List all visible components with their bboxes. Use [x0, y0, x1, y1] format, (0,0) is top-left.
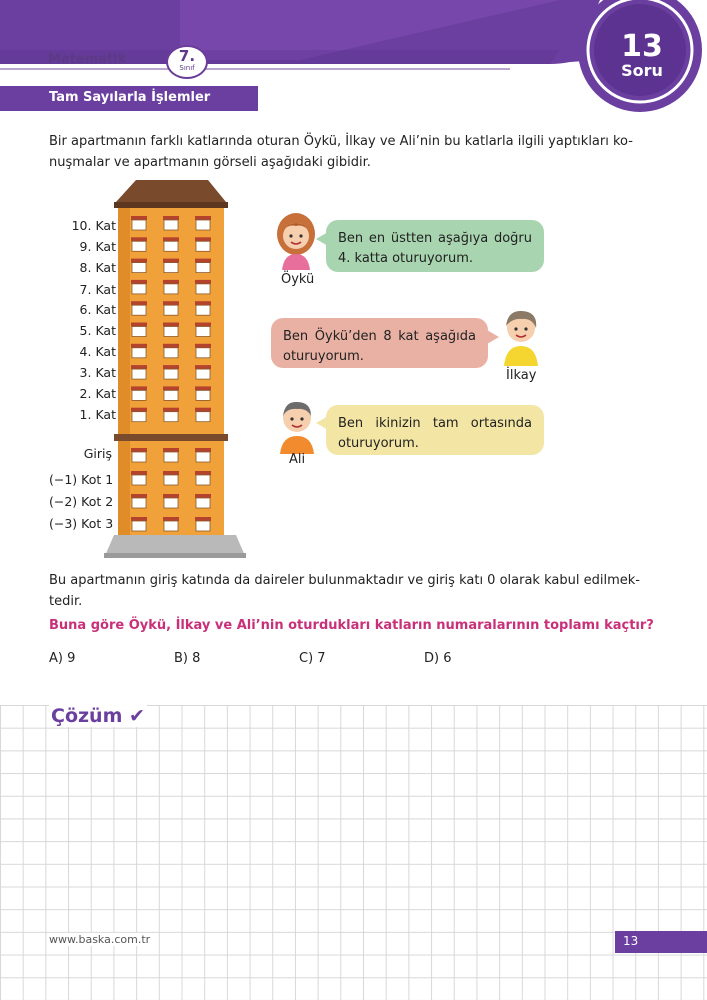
note-line-1: Bu apartmanın giriş katında da daireler bulunmaktadır ve giriş katı 0 olarak kabul edilmek- [49, 573, 640, 588]
grade-badge [166, 45, 208, 79]
topic-title: Tam Sayılarla İşlemler [49, 90, 211, 105]
solution-grid[interactable] [0, 705, 707, 1000]
question-badge [612, 29, 672, 80]
floor-label: 9. Kat [79, 239, 116, 254]
oyku-avatar [274, 210, 318, 270]
question-label: Soru [621, 61, 663, 80]
floor-label: 4. Kat [79, 344, 116, 359]
building-illustration [100, 178, 250, 563]
note-line-2: tedir. [49, 594, 83, 609]
character-name-ilkay: İlkay [506, 368, 537, 383]
intro-line-2: nuşmalar ve apartmanın görseli aşağıdaki gibidir. [49, 155, 371, 170]
floor-label: 7. Kat [79, 282, 116, 297]
floor-label: 8. Kat [79, 260, 116, 275]
floor-label: 2. Kat [79, 386, 116, 401]
character-name-oyku: Öykü [281, 272, 315, 287]
basement-label: (−1) Kot 1 [49, 472, 114, 487]
option-a[interactable]: A) 9 [49, 651, 76, 666]
option-c[interactable]: C) 7 [299, 651, 326, 666]
speech-bubble-ilkay: Ben Öykü’den 8 kat aşağıda oturuyorum. [271, 318, 488, 368]
floor-label: 10. Kat [71, 218, 116, 233]
floor-label: 6. Kat [79, 302, 116, 317]
basement-label: (−3) Kot 3 [49, 516, 114, 531]
footer-url: www.baska.com.tr [49, 933, 151, 946]
option-d[interactable]: D) 6 [424, 651, 452, 666]
bubble-tail [316, 232, 328, 246]
bubble-tail [316, 416, 328, 430]
intro-line-1: Bir apartmanın farklı katlarında oturan Öykü, İlkay ve Ali’nin bu katlarla ilgili yaptıkları ko- [49, 134, 633, 149]
floor-label: 5. Kat [79, 323, 116, 338]
ali-avatar [275, 398, 319, 454]
grade-number: 7. [178, 47, 196, 65]
ilkay-avatar [498, 304, 544, 366]
floor-label: 1. Kat [79, 407, 116, 422]
subject-label: Matematik [48, 52, 127, 67]
option-b[interactable]: B) 8 [174, 651, 201, 666]
speech-bubble-ali: Ben ikinizin tam ortasında oturuyorum. [326, 405, 544, 455]
solution-label: Çözüm ✔ [51, 705, 145, 727]
speech-bubble-oyku: Ben en üstten aşağıya doğru 4. katta oturuyorum. [326, 220, 544, 272]
entrance-label: Giriş [83, 446, 112, 461]
question-text: Buna göre Öykü, İlkay ve Ali’nin oturdukları katların numaralarının toplamı kaçtır? [49, 618, 654, 633]
page-number: 13 [623, 934, 639, 948]
basement-label: (−2) Kot 2 [49, 494, 114, 509]
floor-label: 3. Kat [79, 365, 116, 380]
character-name-ali: Ali [289, 452, 306, 467]
grade-label: Sınıf [179, 64, 195, 72]
question-number: 13 [621, 29, 663, 64]
